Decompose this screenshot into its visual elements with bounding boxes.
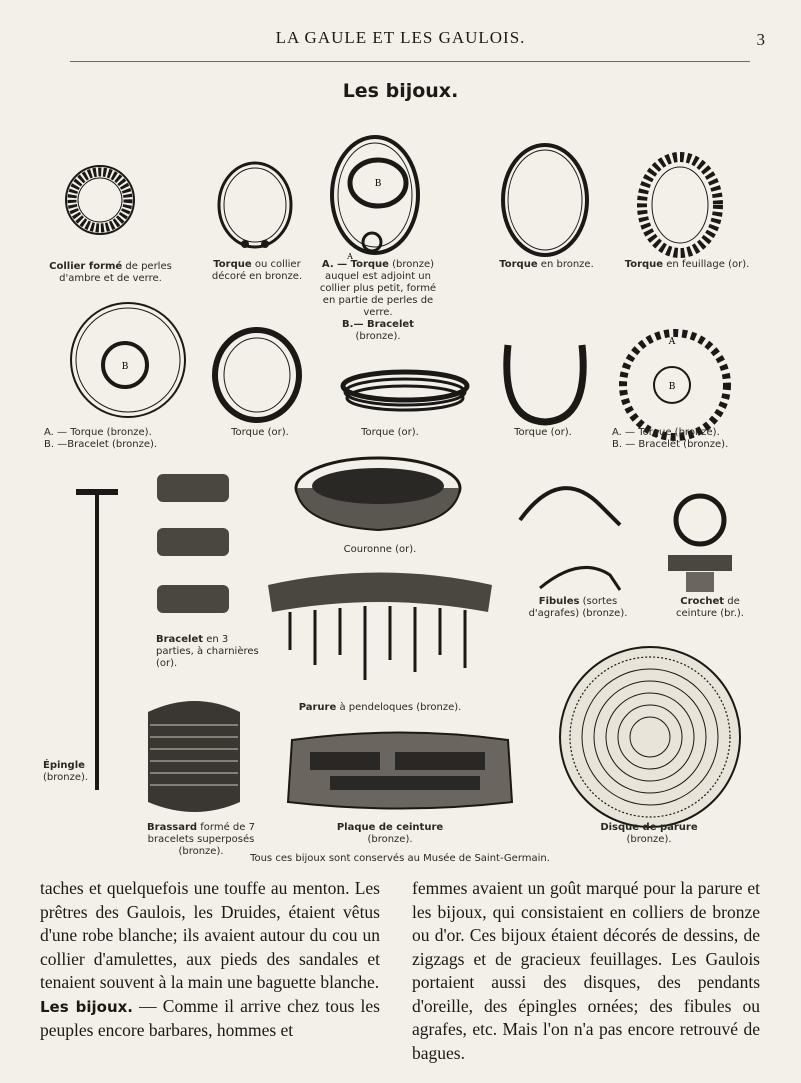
arm-band-illustration <box>148 701 240 812</box>
caption-crown: Couronne (or). <box>343 544 417 555</box>
caption-torque-bracelet-right: A. — Torque (bronze). B. — Bracelet (bronze). <box>612 427 729 450</box>
body-text-left <box>40 877 380 1043</box>
body-paragraph-2: — Comme il arrive chez tous les peuples encore barbares, hommes et <box>40 995 380 1040</box>
amber-necklace-illustration <box>66 166 134 234</box>
gold-torque-illustration-1 <box>215 330 299 420</box>
caption-bronze-torque: Torque en bronze. <box>499 259 594 270</box>
caption-pin: Épingle (bronze). <box>43 760 89 783</box>
torque-bracelet-illustration-left <box>71 303 185 417</box>
plate-title: Les bijoux. <box>342 80 459 102</box>
three-part-bracelet-illustration <box>157 474 229 613</box>
pin-illustration <box>76 492 118 790</box>
caption-decorated-torque: Torque ou collier décoré en bronze. <box>211 259 303 282</box>
gold-torque-illustration-3 <box>507 345 583 422</box>
caption-torque-with-bracelet: A. — Torque (bronze) auquel est adjoint un collier plus petit, formé en partie de perles de verre. B.— Bracelet (bronze). <box>319 259 437 342</box>
label-b: B <box>668 382 676 392</box>
caption-amber-necklace: Collier formé de perles d'ambre et de verre. <box>49 261 172 284</box>
gold-torque-illustration-2 <box>343 372 467 410</box>
pendant-ornament-illustration <box>268 573 492 681</box>
caption-belt-plate: Plaque de ceinture (bronze). <box>336 822 444 845</box>
caption-torque-bracelet-left: A. — Torque (bronze). B. —Bracelet (bronze). <box>44 427 158 450</box>
section-heading-bijoux: Les bijoux. <box>40 997 134 1016</box>
page-number: 3 <box>756 30 765 49</box>
bronze-torque-illustration <box>503 145 587 255</box>
label-b: B <box>121 362 129 372</box>
belt-hook-illustration <box>668 496 732 592</box>
plate-footnote: Tous ces bijoux sont conservés au Musée de Saint-Germain. <box>250 853 550 864</box>
belt-plate-illustration <box>288 733 512 809</box>
ornamental-disc-illustration <box>560 647 740 827</box>
label-a: A <box>347 252 353 261</box>
caption-leaf-torque: Torque en feuillage (or). <box>624 259 750 270</box>
caption-three-part-bracelet: Bracelet en 3 parties, à charnières (or). <box>156 634 259 669</box>
running-title: LA GAULE ET LES GAULOIS. <box>275 28 526 47</box>
caption-ornamental-disc: Disque de parure (bronze). <box>600 822 698 845</box>
leaf-torque-illustration <box>642 157 718 253</box>
fibula-illustration <box>520 488 620 590</box>
caption-gold-torque-3: Torque (or). <box>514 427 572 438</box>
caption-gold-torque-2: Torque (or). <box>361 427 419 438</box>
caption-pendant-ornament: Parure à pendeloques (bronze). <box>298 702 462 713</box>
caption-gold-torque-1: Torque (or). <box>231 427 289 438</box>
label-b: B <box>374 179 382 189</box>
caption-fibulae: Fibules (sortes d'agrafes) (bronze). <box>528 596 628 619</box>
decorated-torque-illustration <box>219 163 291 248</box>
body-paragraph-1: taches et quelquefois une touffe au menton. Les prêtres des Gaulois, les Druides, étaient vêtus d'une robe blanche; ils avaient autour du cou un collier d'amulettes, aux pieds des sandales et tenaient souvent à la main une baguette blanche. <box>40 878 380 992</box>
crown-illustration <box>296 458 460 530</box>
body-text-right: femmes avaient un goût marqué pour la parure et les bijoux, qui consistaient en colliers de bronze ou d'or. Ces bijoux étaient décorés de dessins, de zigzags et de gracieux feuillages. Les Gaulois portaient aussi des disques, des pendants d'oreille, des épingles ornées; des fibules ou agrafes, etc. Mais l'on n'a pas encore retrouvé de bagues. <box>412 878 760 1063</box>
label-a: A <box>668 337 676 347</box>
torque-with-bracelet-illustration <box>332 137 418 261</box>
caption-belt-hook: Crochet de ceinture (br.). <box>676 596 744 619</box>
torque-bracelet-illustration-right <box>623 333 727 437</box>
caption-arm-band: Brassard formé de 7 bracelets superposés (bronze). <box>147 822 255 857</box>
